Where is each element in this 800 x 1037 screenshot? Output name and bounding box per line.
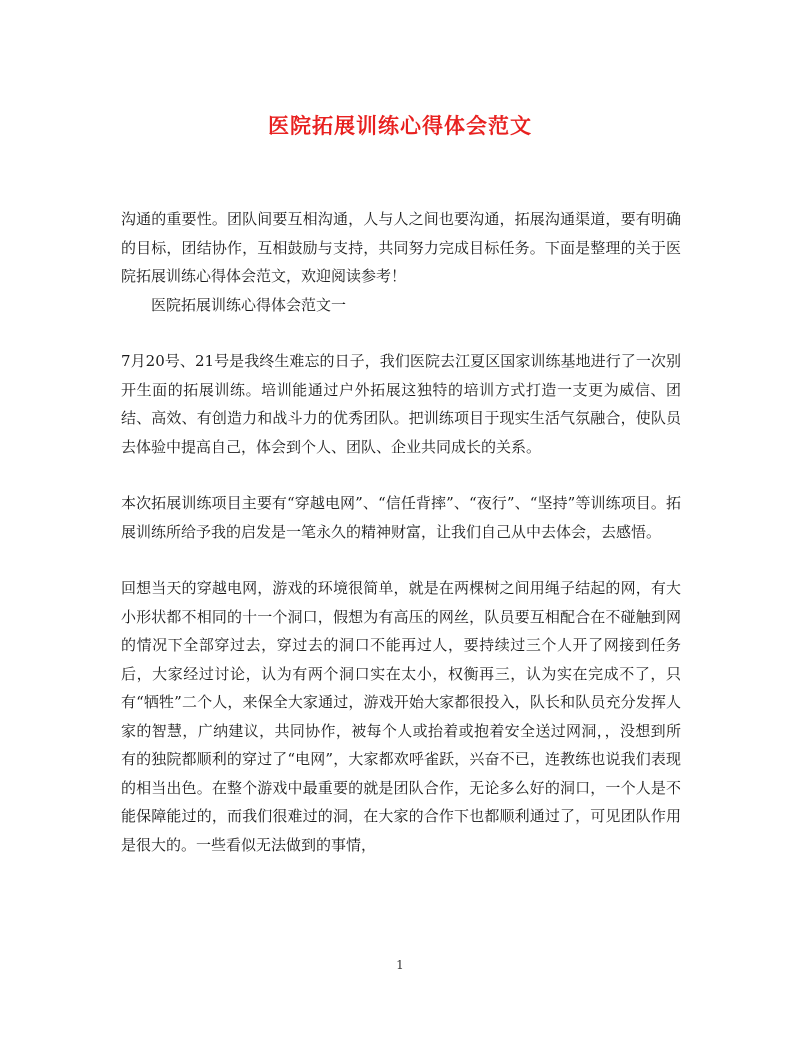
body-paragraph: 7月20号、21号是我终生难忘的日子，我们医院去江夏区国家训练基地进行了一次别开生面的拓展训练。培训能通过户外拓展这独特的培训方式打造一支更为威信、团结、高效、有创造力和战斗力的优秀团队。把训练项目于现实生活气氛融合，使队员去体验中提高自己，体会到个人、团队、企业共同成长的关系。	[121, 352, 681, 456]
document-title: 医院拓展训练心得体会范文	[268, 113, 532, 138]
body-paragraph: 本次拓展训练项目主要有“穿越电网”、“信任背摔”、“夜行”、“坚持”等训练项目。拓展训练所给予我的启发是一笔永久的精神财富，让我们自己从中去体会，去感悟。	[121, 494, 681, 541]
body-paragraph: 回想当天的穿越电网，游戏的环境很简单，就是在两棵树之间用绳子结起的网，有大小形状都不相同的十一个洞口，假想为有高压的网丝，队员要互相配合在不碰触到网的情况下全部穿过去，穿过去的洞口不能再过人，要持续过三个人开了网接到任务后，大家经过讨论，认为有两个洞口实在太小，权衡再三，认为实在完成不了，只有“牺牲”二个人，来保全大家通过，游戏开始大家都很投入，队长和队员充分发挥人家的智慧，广纳建议，共同协作，被每个人或抬着或抱着安全送过网洞，，没想到所有的独院都顺利的穿过了“电网”，大家都欢呼雀跃，兴奋不已，连教练也说我们表现的相当出色。在整个游戏中最重要的就是团队合作，无论多么好的洞口，一个人是不能保障能过的，而我们很难过的洞，在大家的合作下也都顺利通过了，可见团队作用是很大的。一些看似无法做到的事情，	[121, 579, 681, 854]
paragraph-spacer	[121, 319, 681, 347]
paragraph-spacer	[121, 546, 681, 574]
section-heading: 医院拓展训练心得体会范文一	[151, 295, 347, 314]
intro-paragraph: 沟通的重要性。团队间要互相沟通，人与人之间也要沟通，拓展沟通渠道，要有明确的目标，团结协作，互相鼓励与支持，共同努力完成目标任务。下面是整理的关于医院拓展训练心得体会范文，欢迎阅读参考！	[121, 210, 681, 285]
paragraph-spacer	[121, 461, 681, 489]
page-number: 1	[396, 958, 404, 972]
document-body	[121, 205, 681, 859]
